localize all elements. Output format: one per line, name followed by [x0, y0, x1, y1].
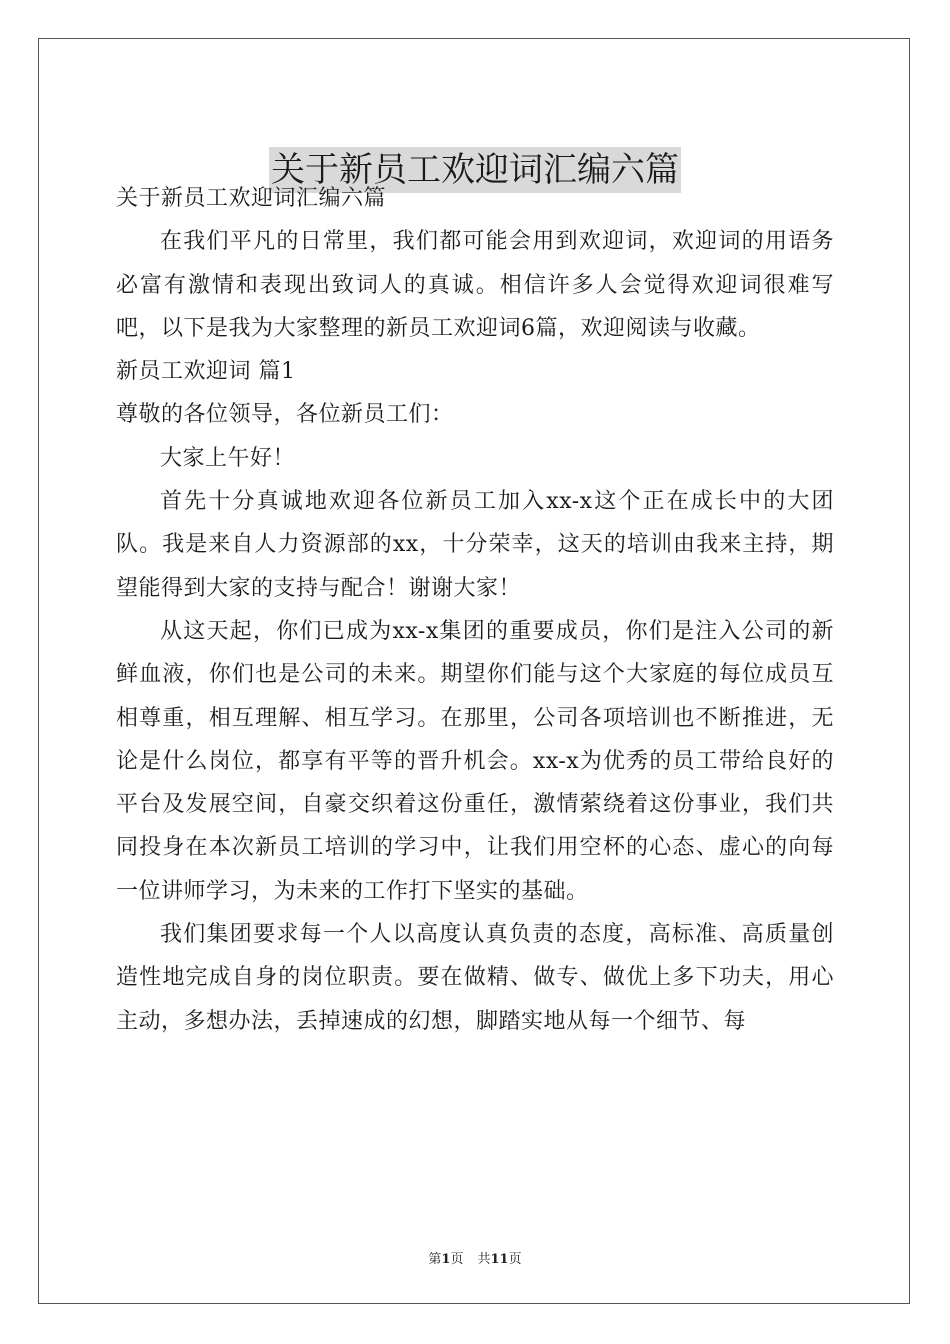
greeting: 大家上午好！ [160, 445, 296, 471]
body-paragraph: 首先十分真诚地欢迎各位新员工加入xx-x这个正在成长中的大团队。我是来自人力资源部的xx，十分荣幸，这天的培训由我来主持，期望能得到大家的支持与配合！谢谢大家！ [116, 489, 834, 601]
document-title: 关于新员工欢迎词汇编六篇 [269, 147, 681, 193]
body-paragraph: 从这天起，你们已成为xx-x集团的重要成员，你们是注入公司的新鲜血液，你们也是公司的未来。期望你们能与这个大家庭的每位成员互相尊重，相互理解、相互学习。在那里，公司各项培训也不断推进，无论是什么岗位，都享有平等的晋升机会。xx-x为优秀的员工带给良好的平台及发展空间，自豪交织着这份重任，激情萦绕着这份事业，我们共同投身在本次新员工培训的学习中，让我们用空杯的心态、虚心的向每一位讲师学习，为未来的工作打下坚实的基础。 [116, 618, 834, 904]
total-prefix: 共 [477, 1252, 491, 1267]
page-footer [0, 1248, 950, 1267]
salutation: 尊敬的各位领导，各位新员工们： [116, 402, 454, 428]
page-number: 1 [441, 1252, 451, 1267]
page-prefix: 第 [428, 1252, 442, 1267]
total-suffix: 页 [508, 1252, 522, 1267]
total-pages: 11 [490, 1252, 509, 1267]
page-suffix: 页 [450, 1252, 464, 1267]
body-paragraph: 我们集团要求每一个人以高度认真负责的态度，高标准、高质量创造性地完成自身的岗位职责。要在做精、做专、做优上多下功夫，用心主动，多想办法，丢掉速成的幻想，脚踏实地从每一个细节、每 [116, 922, 834, 1034]
document-body [116, 177, 834, 1043]
section-heading: 新员工欢迎词 篇1 [116, 359, 296, 385]
subtitle-line: 关于新员工欢迎词汇编六篇 [116, 186, 387, 211]
intro-paragraph: 在我们平凡的日常里，我们都可能会用到欢迎词，欢迎词的用语务必富有激情和表现出致词人的真诚。相信许多人会觉得欢迎词很难写吧，以下是我为大家整理的新员工欢迎词6篇，欢迎阅读与收藏。 [116, 229, 834, 341]
